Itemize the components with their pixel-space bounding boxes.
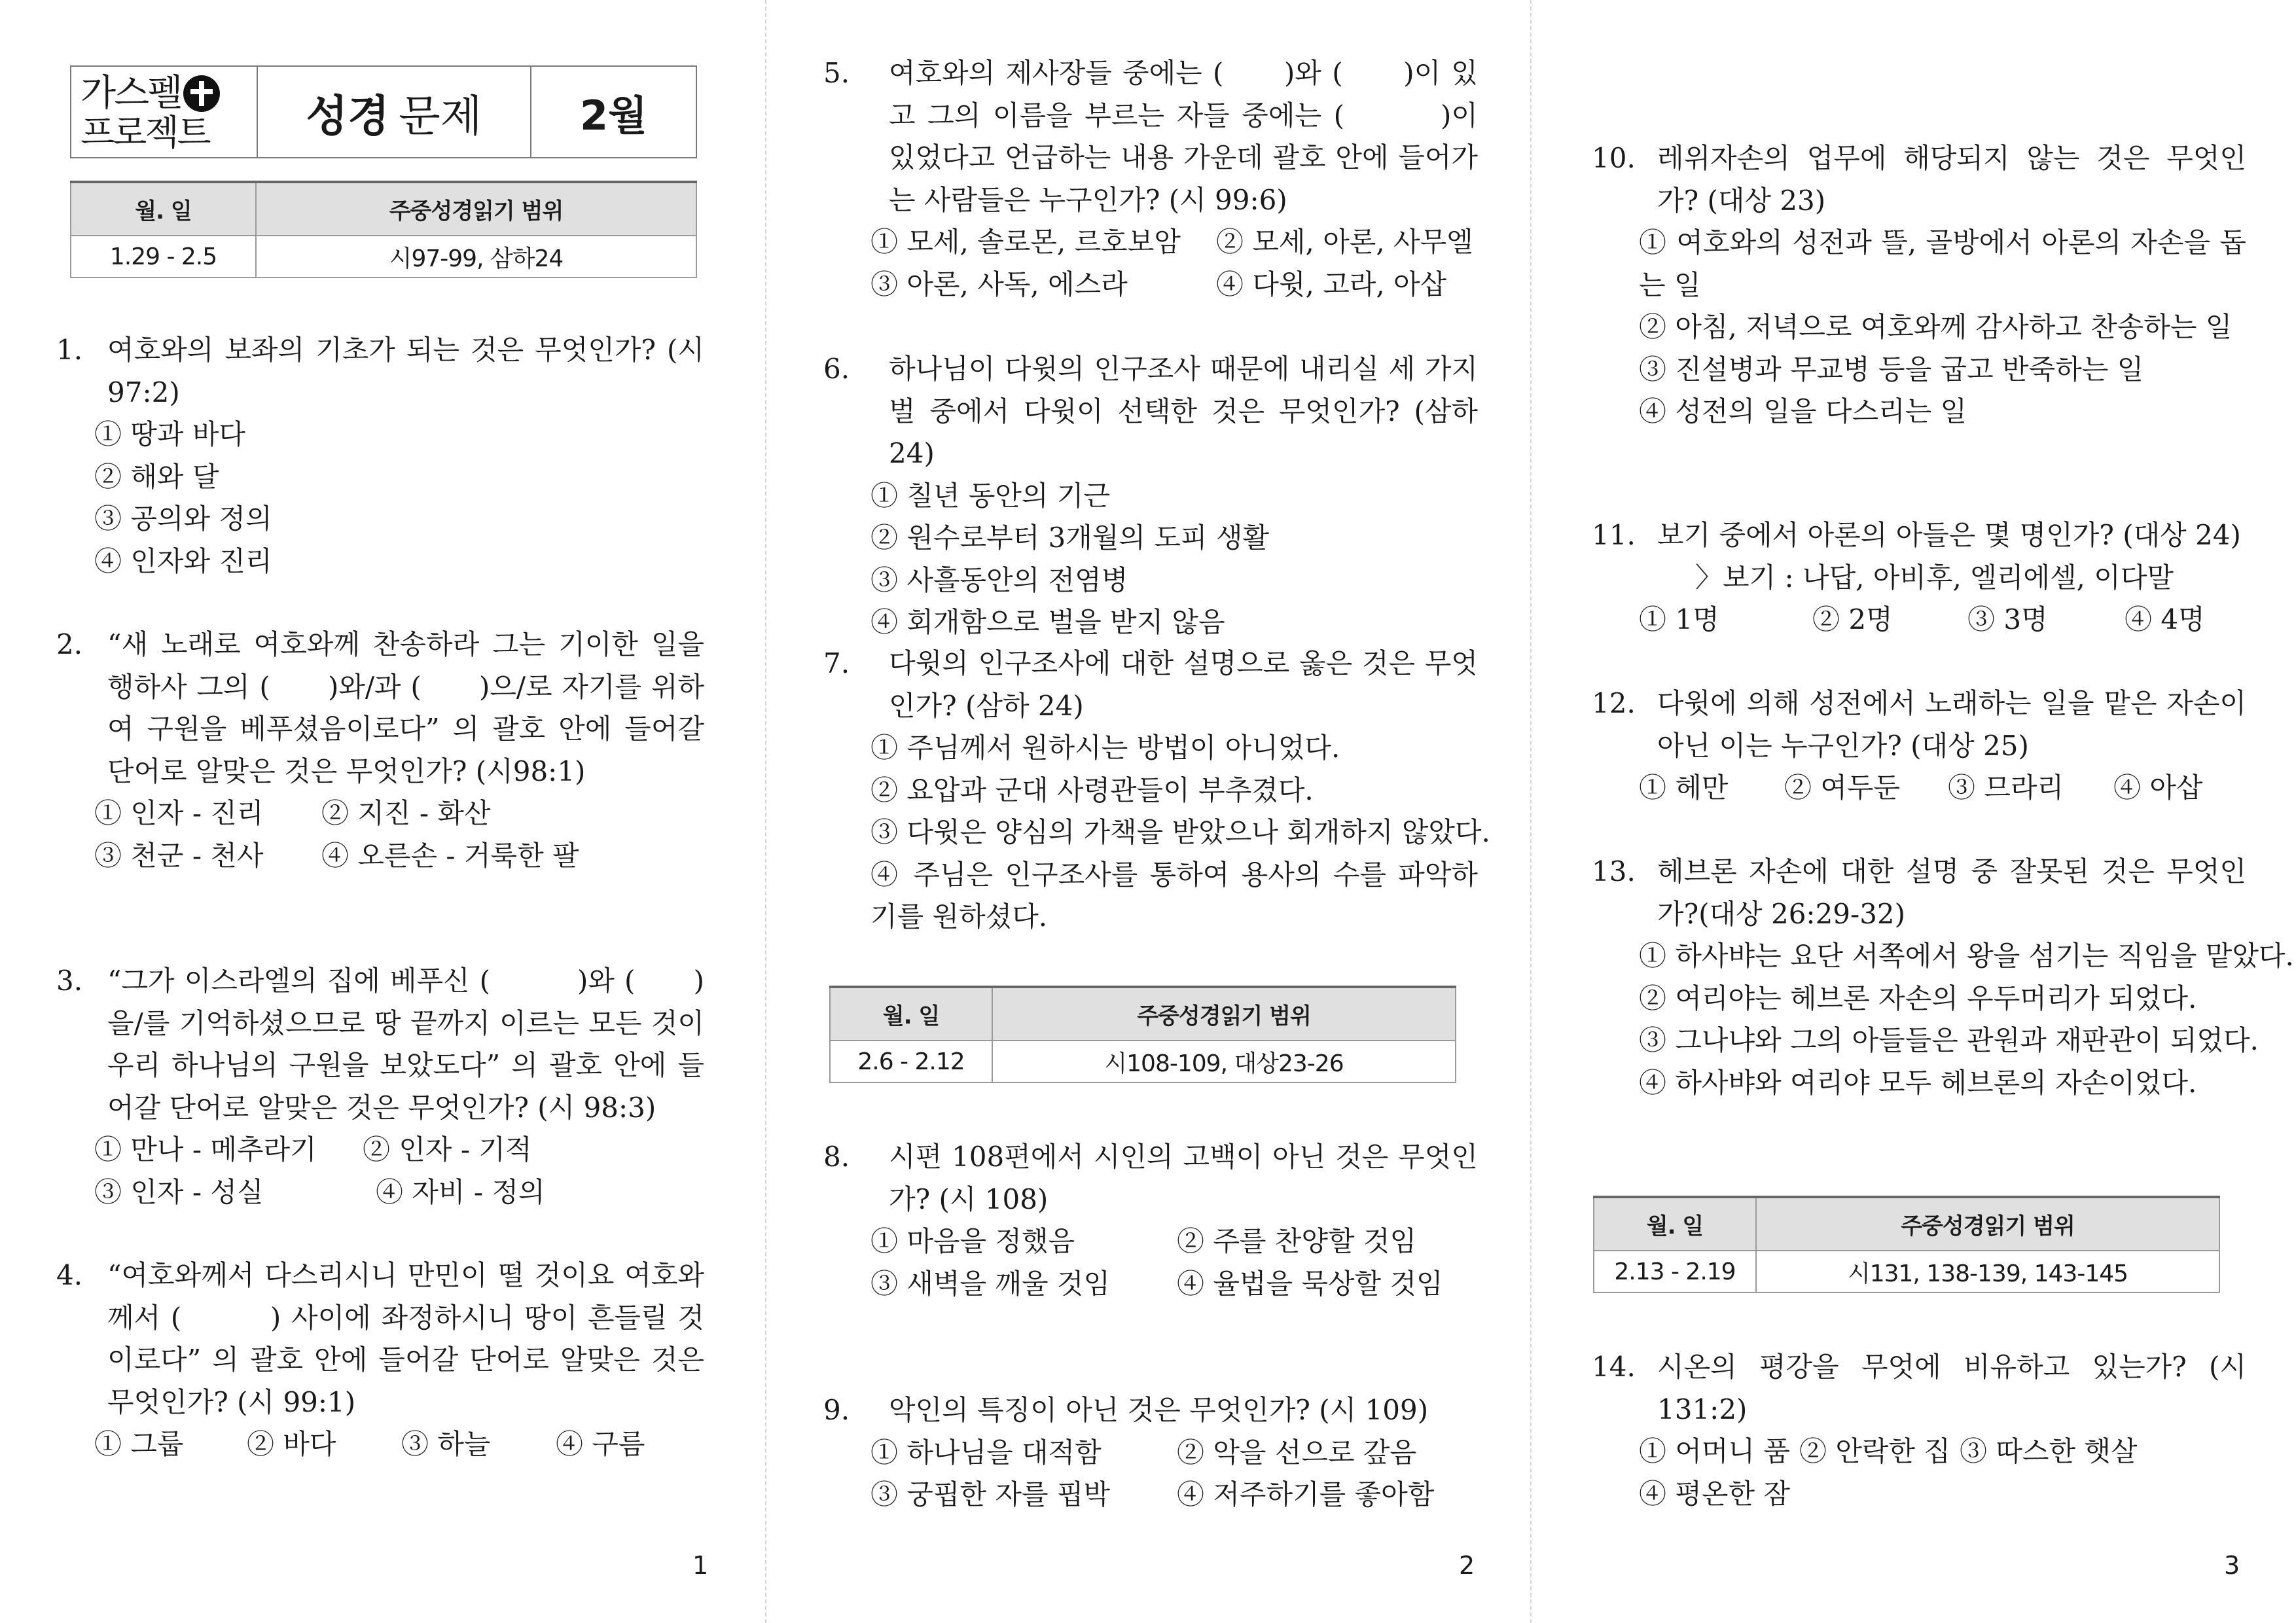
table-cell-date: 2.6 - 2.12 [830, 1041, 992, 1082]
option: ④ 회개함으로 벌을 받지 않음 [870, 606, 1225, 638]
table-header-range: 주중성경읽기 범위 [992, 987, 1456, 1041]
option: ③ 공의와 정의 [94, 503, 272, 535]
option: ② 주를 찬양할 것임 [1177, 1225, 1417, 1257]
option: ② 요압과 군대 사령관들이 부추겼다. [870, 774, 1314, 806]
option: ③ 그나냐와 그의 아들들은 관원과 재판관이 되었다. [1639, 1024, 2259, 1056]
option: ② 원수로부터 3개월의 도피 생활 [870, 522, 1269, 554]
option: ① 여호와의 성전과 뜰, 골방에서 아론의 자손을 돕는 일 [1639, 226, 2246, 301]
option: ② 지진 - 화산 [321, 797, 491, 829]
option: ④ 오른손 - 거룩한 팔 [321, 839, 579, 872]
table-cell-date: 2.13 - 2.19 [1594, 1251, 1756, 1293]
option: ④ 다윗, 고라, 아삽 [1216, 268, 1447, 300]
option: ② 아침, 저녁으로 여호와께 감사하고 찬송하는 일 [1639, 311, 2233, 343]
title-bold: 성경 [306, 90, 389, 141]
option: ③ 천군 - 천사 [94, 839, 264, 872]
option: ③ 3명 [1967, 603, 2048, 635]
option: ① 모세, 솔로몬, 르호보암 [870, 226, 1181, 258]
question-9: 9. 악인의 특징이 아닌 것은 무엇인가? (시 109) ① 하나님을 대적함 ② 악을 선으로 갚음 ③ 궁핍한 자를 핍박 ④ 저주하기를 좋아함 [823, 1389, 1478, 1516]
option: ④ 성전의 일을 다스리는 일 [1639, 395, 1967, 427]
question-1: 1. 여호와의 보좌의 기초가 되는 것은 무엇인가? (시 97:2) ① 땅과 바다 ② 해와 달 ③ 공의와 정의 ④ 인자와 진리 [56, 329, 704, 582]
question-2: 2. “새 노래로 여호와께 찬송하라 그는 기이한 일을 행하사 그의 ( )와/과 ( )으/로 자기를 위하여 구원을 베푸셨음이로다” 의 괄호 안에 들어갈 단어로 알맞은 것은 무엇인가? (시98:1) ① 인자 - 진리 ② 지진 - 화산 ③ 천군 - 천사 ④ 오른손 - 거룩한 팔 [56, 624, 704, 877]
option: ③ 므라리 [1948, 772, 2064, 804]
option: ② 모세, 아론, 사무엘 [1216, 226, 1473, 258]
option: ③ 새벽을 깨울 것임 [870, 1267, 1111, 1300]
question-12: 12. 다윗에 의해 성전에서 노래하는 일을 맡은 자손이 아닌 이는 누구인가? (대상 25) ① 헤만 ② 여두둔 ③ 므라리 ④ 아삽 [1592, 683, 2246, 810]
table-header-date: 월. 일 [1594, 1197, 1756, 1251]
option: ③ 다윗은 양심의 가책을 받았으나 회개하지 않았다. [870, 816, 1490, 848]
option: ① 하사뱌는 요단 서쪽에서 왕을 섬기는 직임을 맡았다. [1639, 940, 2294, 972]
page-number: 3 [2224, 1551, 2240, 1580]
question-11: 11. 보기 중에서 아론의 아들은 몇 명인가? (대상 24) 〉보기 : 나답, 아비후, 엘리에셀, 이다말 ① 1명 ② 2명 ③ 3명 ④ 4명 [1592, 514, 2246, 641]
page-1 [0, 0, 765, 1623]
table-header-date: 월. 일 [71, 182, 256, 236]
option: ④ 4명 [2125, 603, 2205, 635]
reading-range-table-3 [1593, 1196, 2220, 1293]
question-3: 3. “그가 이스라엘의 집에 베푸신 ( )와 ( )을/를 기억하셨으므로 땅 끝까지 이르는 모든 것이 우리 하나님의 구원을 보았도다” 의 괄호 안에 들어갈 단어로 알맞은 것은 무엇인가? (시 98:3) ① 만나 - 메추라기 ② 인자 - 기적 ③ 인자 - 성실 ④ 자비 - 정의 [56, 960, 704, 1213]
option: ④ 자비 - 정의 [376, 1175, 545, 1208]
reading-range-table-1 [70, 181, 697, 278]
option: ④ 저주하기를 좋아함 [1177, 1478, 1435, 1510]
table-cell-date: 1.29 - 2.5 [71, 236, 256, 277]
option: ④ 인자와 진리 [94, 544, 272, 577]
option: ① 그룹 [94, 1428, 184, 1460]
question-13: 13. 헤브론 자손에 대한 설명 중 잘못된 것은 무엇인가?(대상 26:29-32) ① 하사뱌는 요단 서쪽에서 왕을 섬기는 직임을 맡았다. ② 여리야는 헤브론 자손의 우두머리가 되었다. ③ 그나냐와 그의 아들들은 관원과 재판관이 되었다. ④ 하사뱌와 여리야 모두 헤브론의 자손이었다. [1592, 851, 2246, 1104]
option: ② 2명 [1812, 603, 1893, 635]
option: ① 어머니 품 [1639, 1435, 1790, 1467]
option: ① 헤만 [1639, 772, 1729, 804]
question-8: 8. 시편 108편에서 시인의 고백이 아닌 것은 무엇인가? (시 108) ① 마음을 정했음 ② 주를 찬양할 것임 ③ 새벽을 깨울 것임 ④ 율법을 묵상할 것임 [823, 1136, 1478, 1305]
option: ② 인자 - 기적 [363, 1133, 532, 1166]
option: ④ 구름 [556, 1428, 645, 1460]
option: ④ 주님은 인구조사를 통하여 용사의 수를 파악하기를 원하셨다. [870, 858, 1478, 933]
option: ③ 궁핍한 자를 핍박 [870, 1478, 1111, 1510]
worksheet-header [70, 65, 697, 158]
question-6: 6. 하나님이 다윗의 인구조사 때문에 내리실 세 가지 벌 중에서 다윗이 선택한 것은 무엇인가? (삼하 24) ① 칠년 동안의 기근 ② 원수로부터 3개월의 도피 생활 ③ 사흘동안의 전염병 ④ 회개함으로 벌을 받지 않음 [823, 348, 1478, 644]
option: ③ 따스한 햇살 [1960, 1435, 2138, 1467]
month-label: 2월 [579, 91, 648, 139]
option: ④ 평온한 잠 [1639, 1477, 1790, 1510]
gospel-project-logo [71, 67, 258, 157]
table-cell-range: 시108-109, 대상23-26 [992, 1041, 1456, 1082]
option: ③ 하늘 [401, 1428, 491, 1460]
option: ④ 하사뱌와 여리야 모두 헤브론의 자손이었다. [1639, 1066, 2197, 1099]
question-5: 5. 여호와의 제사장들 중에는 ( )와 ( )이 있고 그의 이름을 부르는 자들 중에는 ( )이 있었다고 언급하는 내용 가운데 괄호 안에 들어가는 사람들은 누구인가? (시 99:6) ① 모세, 솔로몬, 르호보암 ② 모세, 아론, 사무엘 ③ 아론, 사독, 에스라 ④ 다윗, 고라, 아삽 [823, 52, 1478, 306]
question-7: 7. 다윗의 인구조사에 대한 설명으로 옳은 것은 무엇인가? (삼하 24) ① 주님께서 원하시는 방법이 아니었다. ② 요압과 군대 사령관들이 부추겼다. ③ 다윗은 양심의 가책을 받았으나 회개하지 않았다. ④ 주님은 인구조사를 통하여 용사의 수를 파악하기를 원하셨다. [823, 643, 1478, 938]
option: ③ 진설병과 무교병 등을 굽고 반죽하는 일 [1639, 353, 2144, 385]
question-4: 4. “여호와께서 다스리시니 만민이 떨 것이요 여호와께서 ( ) 사이에 좌정하시니 땅이 흔들릴 것이로다” 의 괄호 안에 들어갈 단어로 알맞은 것은 무엇인가? (시 99:1) ① 그룹 ② 바다 ③ 하늘 ④ 구름 [56, 1255, 704, 1466]
option: ③ 사흘동안의 전염병 [870, 563, 1128, 596]
option: ① 마음을 정했음 [870, 1225, 1075, 1257]
option: ④ 율법을 묵상할 것임 [1177, 1267, 1443, 1300]
page-number: 2 [1459, 1551, 1475, 1580]
bogi-box: 〉보기 : 나답, 아비후, 엘리에셀, 이다말 [1695, 561, 2174, 594]
table-header-date: 월. 일 [830, 987, 992, 1041]
option: ② 해와 달 [94, 460, 219, 493]
question-10: 10. 레위자손의 업무에 해당되지 않는 것은 무엇인가? (대상 23) ① 여호와의 성전과 뜰, 골방에서 아론의 자손을 돕는 일 ② 아침, 저녁으로 여호와께 감사하고 찬송하는 일 ③ 진설병과 무교병 등을 굽고 반죽하는 일 ④ 성전의 일을 다스리는 일 [1592, 137, 2246, 433]
option: ④ 아삽 [2113, 772, 2203, 804]
page-number: 1 [692, 1551, 709, 1580]
cross-icon [183, 75, 220, 112]
option: ② 바다 [247, 1428, 336, 1460]
option: ② 악을 선으로 갚음 [1177, 1436, 1417, 1469]
title-rest: 문제 [399, 90, 482, 141]
option: ② 여두둔 [1784, 772, 1901, 804]
logo-text-top: 가스펠 [81, 72, 181, 115]
option: ① 땅과 바다 [94, 418, 245, 450]
option: ① 칠년 동안의 기근 [870, 479, 1111, 512]
reading-range-table-2 [829, 986, 1456, 1083]
option: ① 1명 [1639, 603, 1719, 635]
table-cell-range: 시97-99, 삼하24 [256, 236, 696, 277]
page-3 [1530, 0, 2295, 1623]
option: ① 인자 - 진리 [94, 797, 264, 829]
worksheet-title [258, 67, 531, 157]
logo-text-bottom: 프로젝트 [81, 112, 209, 153]
table-header-range: 주중성경읽기 범위 [1756, 1197, 2219, 1251]
question-14: 14. 시온의 평강을 무엇에 비유하고 있는가? (시 131:2) ① 어머니 품 ② 안락한 집 ③ 따스한 햇살 ④ 평온한 잠 [1592, 1346, 2246, 1515]
table-cell-range: 시131, 138-139, 143-145 [1756, 1251, 2219, 1293]
option: ③ 아론, 사독, 에스라 [870, 268, 1128, 300]
option: ③ 인자 - 성실 [94, 1175, 264, 1208]
option: ① 하나님을 대적함 [870, 1436, 1102, 1469]
option: ① 만나 - 메추라기 [94, 1133, 317, 1166]
option: ① 주님께서 원하시는 방법이 아니었다. [870, 732, 1340, 764]
page-2 [765, 0, 1530, 1623]
option: ② 안락한 집 [1799, 1435, 1950, 1467]
option: ② 여리야는 헤브론 자손의 우두머리가 되었다. [1639, 982, 2197, 1014]
table-header-range: 주중성경읽기 범위 [256, 182, 696, 236]
